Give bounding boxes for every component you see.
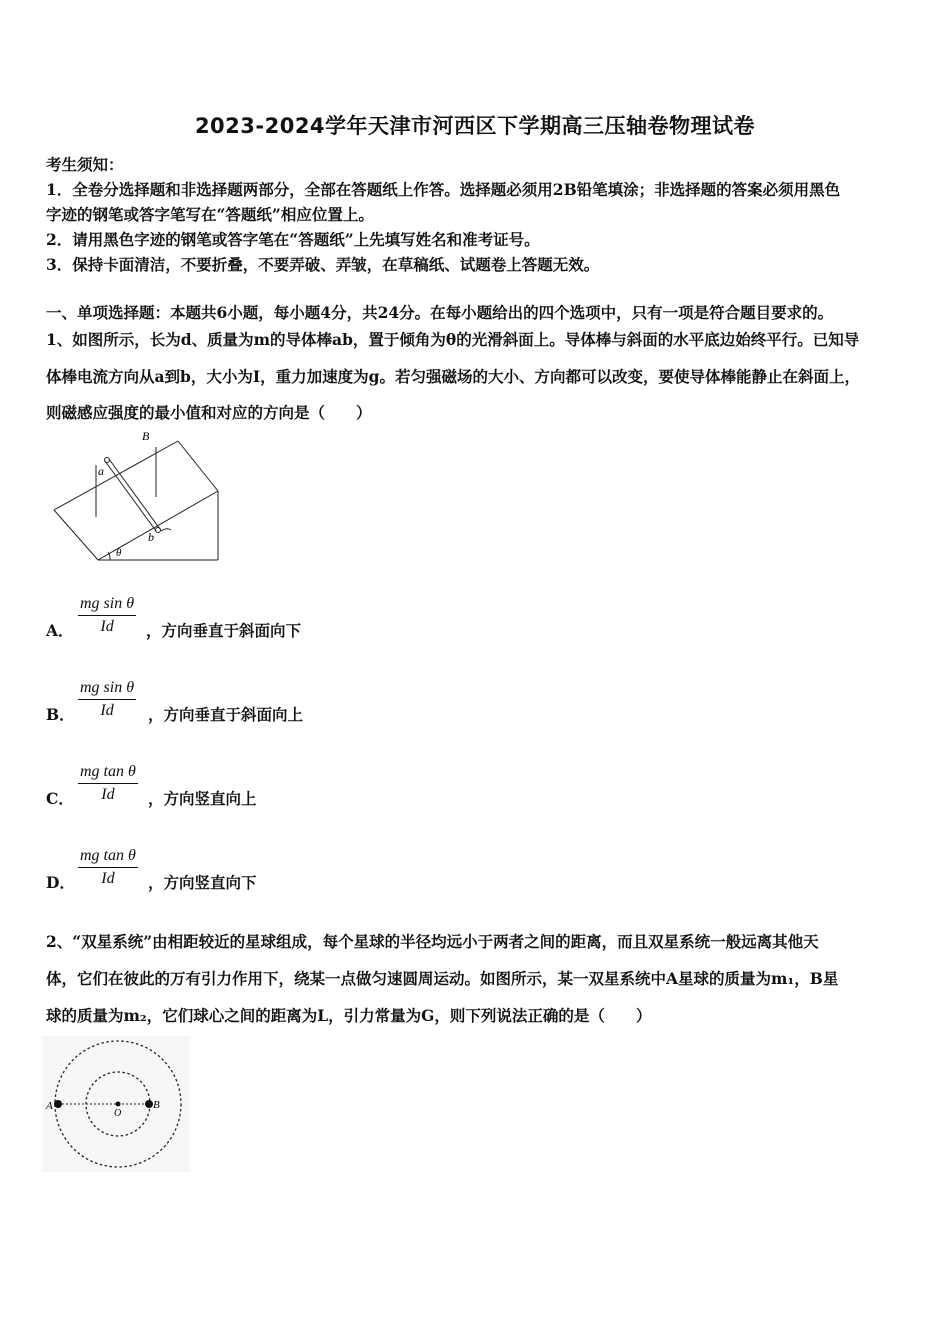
page-title: 2023-2024学年天津市河西区下学期高三压轴卷物理试卷: [194, 114, 756, 138]
label-a: a: [98, 464, 104, 478]
question-1-line-2: 体棒电流方向从a到b，大小为I，重力加速度为g。若匀强磁场的大小、方向都可以改变，要使导体棒能静止在斜面上，: [46, 367, 860, 386]
notice-heading: 考生须知：: [46, 155, 124, 174]
option-b-text: ，方向垂直于斜面向上: [148, 705, 304, 724]
option-c-text: ，方向竖直向上: [148, 789, 257, 808]
option-d-letter: D．: [46, 873, 75, 892]
option-b-denominator: Id: [100, 702, 114, 719]
label-star-A: A: [46, 1100, 53, 1112]
notice-item-1-cont: 字迹的钢笔或答字笔写在“答题纸”相应位置上。: [46, 205, 374, 224]
question-2-line-2: 体，它们在彼此的万有引力作用下，绕某一点做匀速圆周运动。如图所示，某一双星系统中A星球的质量为m₁，B星: [46, 969, 839, 988]
option-c-denominator: Id: [101, 786, 115, 803]
question-2-line-3: 球的质量为m₂，它们球心之间的距离为L，引力常量为G，则下列说法正确的是（ ）: [46, 1006, 652, 1025]
option-d-text: ，方向竖直向下: [148, 873, 257, 892]
option-b-letter: B．: [46, 705, 75, 724]
binary-star-diagram: [42, 1036, 190, 1172]
option-d-numerator: mg tan θ: [78, 845, 138, 868]
label-b: b: [148, 530, 154, 544]
notice-item-2: 2．请用黑色字迹的钢笔或答字笔在“答题纸”上先填写姓名和准考证号。: [46, 230, 540, 249]
question-1-line-3: 则磁感应强度的最小值和对应的方向是（ ）: [46, 403, 372, 422]
option-d-fraction: [78, 845, 138, 890]
option-d-denominator: Id: [101, 870, 115, 887]
option-c-numerator: mg tan θ: [78, 761, 138, 784]
notice-item-3: 3．保持卡面清洁，不要折叠，不要弄破、弄皱，在草稿纸、试题卷上答题无效。: [46, 255, 600, 274]
option-c-letter: C．: [46, 789, 74, 808]
incline-diagram: [46, 425, 226, 565]
option-a-fraction: [78, 593, 136, 638]
option-c-fraction: [78, 761, 138, 806]
option-a-denominator: Id: [100, 618, 114, 635]
label-theta: θ: [116, 547, 122, 559]
option-a-letter: A．: [46, 621, 74, 640]
label-center-O: O: [114, 1108, 122, 1119]
question-2-line-1: 2、“双星系统”由相距较近的星球组成，每个星球的半径均远小于两者之间的距离，而且双星系统一般远离其他天: [46, 932, 819, 951]
option-b-fraction: [78, 677, 136, 722]
label-B: B: [142, 429, 150, 443]
option-b-numerator: mg sin θ: [78, 677, 136, 700]
label-star-B: B: [153, 1099, 160, 1111]
option-a-numerator: mg sin θ: [78, 593, 136, 616]
option-a-text: ，方向垂直于斜面向下: [146, 621, 302, 640]
notice-item-1: 1．全卷分选择题和非选择题两部分，全部在答题纸上作答。选择题必须用2B铅笔填涂；非选择题的答案必须用黑色: [46, 180, 841, 199]
section-heading: 一、单项选择题：本题共6小题，每小题4分，共24分。在每小题给出的四个选项中，只有一项是符合题目要求的。: [46, 303, 834, 322]
question-1-line-1: 1、如图所示，长为d、质量为m的导体棒ab，置于倾角为θ的光滑斜面上。导体棒与斜面的水平底边始终平行。已知导: [46, 330, 860, 349]
